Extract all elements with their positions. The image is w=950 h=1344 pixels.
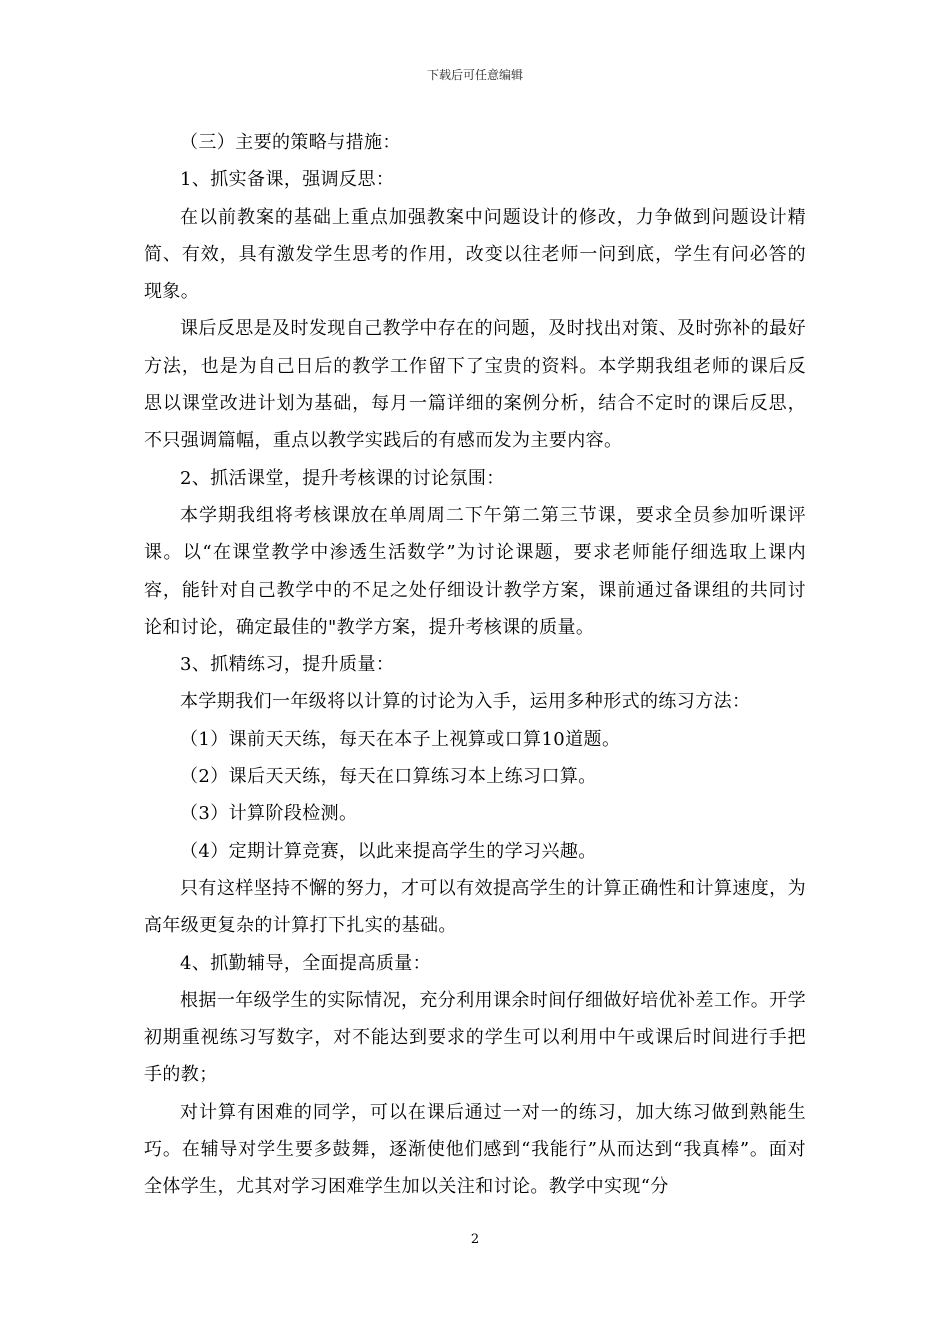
paragraph: 课后反思是及时发现自己教学中存在的问题，及时找出对策、及时弥补的最好方法，也是为自己日后的教学工作留下了宝贵的资料。本学期我组老师的课后反思以课堂改进计划为基础，每月一篇详细的案例分析，结合不定时的课后反思，不只强调篇幅，重点以教学实践后的有感而发为主要内容。	[144, 318, 806, 452]
subheading-4: 4、抓勤辅导，全面提高质量：	[180, 952, 432, 974]
list-item: （4）定期计算竞赛，以此来提高学生的学习兴趣。	[180, 840, 597, 862]
section-heading: （三）主要的策略与措施：	[180, 132, 401, 153]
paragraph: 本学期我们一年级将以计算的讨论为入手，运用多种形式的练习方法：	[180, 691, 751, 713]
list-item: （3）计算阶段检测。	[180, 803, 358, 825]
paragraph: 本学期我组将考核课放在单周周二下午第二第三节课，要求全员参加听课评课。以“在课堂教学中渗透生活数学”为讨论课题，要求老师能仔细选取上课内容，能针对自己教学中的不足之处仔细设计教学方案，课前通过备课组的共同讨论和讨论，确定最佳的"教学方案，提升考核课的质量。	[144, 504, 806, 638]
list-item: （2）课后天天练，每天在口算练习本上练习口算。	[180, 766, 597, 788]
paragraph: 对计算有困难的同学，可以在课后通过一对一的练习，加大练习做到熟能生巧。在辅导对学生要多鼓舞，逐渐使他们感到“我能行”从而达到“我真棒”。面对全体学生，尤其对学习困难学生加以关注和讨论。教学中实现“分	[144, 1101, 806, 1198]
paragraph: 在以前教案的基础上重点加强教案中问题设计的修改，力争做到问题设计精简、有效，具有激发学生思考的作用，改变以往老师一问到底，学生有问必答的现象。	[144, 206, 806, 303]
paragraph: 根据一年级学生的实际情况，充分利用课余时间仔细做好培优补差工作。开学初期重视练习写数字，对不能达到要求的学生可以利用中午或课后时间进行手把手的教；	[144, 989, 806, 1086]
subheading-2: 2、抓活课堂，提升考核课的讨论氛围：	[180, 467, 505, 489]
document-body	[144, 124, 806, 1206]
list-item: （1）课前天天练，每天在本子上视算或口算10道题。	[180, 728, 621, 750]
page-number: 2	[470, 1232, 480, 1247]
paragraph: 只有这样坚持不懈的努力，才可以有效提高学生的计算正确性和计算速度，为高年级更复杂的计算打下扎实的基础。	[144, 877, 806, 937]
subheading-3: 3、抓精练习，提升质量：	[180, 654, 395, 676]
subheading-1: 1、抓实备课，强调反思：	[180, 169, 395, 191]
page-header-note: 下载后可任意编辑	[426, 68, 523, 82]
